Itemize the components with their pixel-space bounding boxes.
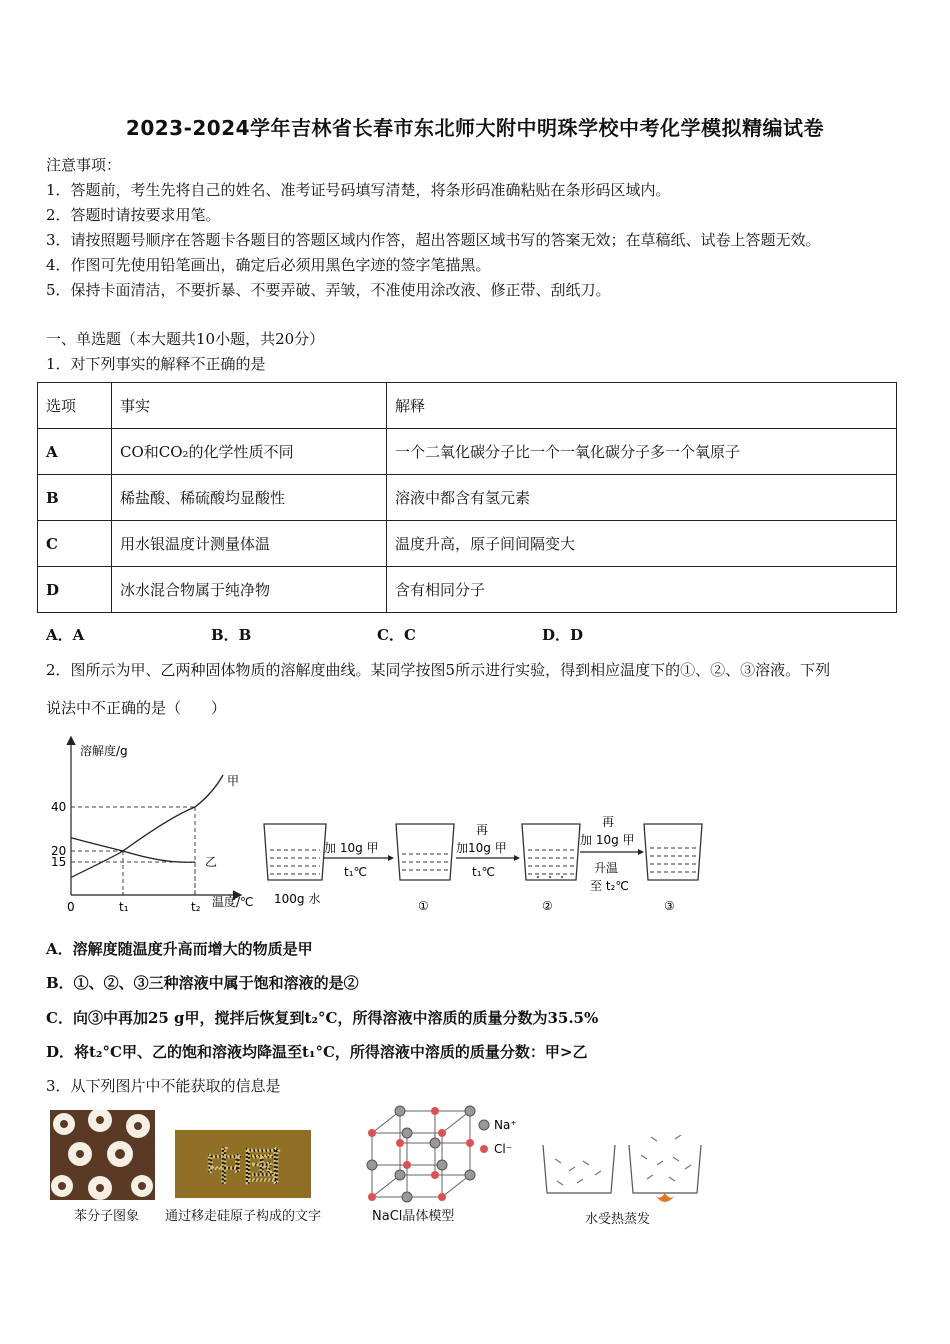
q2-option-d[interactable]: D．将t₂°C甲、乙的饱和溶液均降温至t₁°C，所得溶液中溶质的质量分数：甲>乙	[46, 1043, 588, 1061]
q2-option-a[interactable]: A．溶解度随温度升高而增大的物质是甲	[46, 940, 313, 958]
section-heading: 一、单选题（本大题共10小题，共20分）	[46, 330, 325, 348]
notice-item: 2．答题时请按要求用笔。	[46, 206, 221, 224]
caption-evaporation: 水受热蒸发	[585, 1212, 651, 1227]
q1-table	[37, 382, 897, 613]
q2-stem-line1: 2．图所示为甲、乙两种固体物质的溶解度曲线。某同学按图5所示进行实验，得到相应温度下的①、②、③溶液。下列	[46, 661, 831, 679]
water-evaporation-image	[535, 1135, 715, 1210]
table-cell: 一个二氧化碳分子比一个一氧化碳分子多一个氧原子	[387, 429, 897, 475]
x-tick-label: t₁	[119, 900, 129, 914]
step3-mid-label: 升温	[594, 861, 619, 875]
q3-stem: 3．从下列图片中不能获取的信息是	[46, 1077, 281, 1095]
cl-legend-marker	[480, 1145, 488, 1153]
step1-bottom-label: t₁℃	[344, 865, 367, 879]
water-label: 100g 水	[274, 892, 321, 906]
caption-nacl: NaCl晶体模型	[372, 1209, 455, 1224]
table-cell: 冰水混合物属于纯净物	[112, 567, 387, 613]
series-yi-line	[71, 838, 195, 862]
q1-option-d[interactable]: D．D	[542, 626, 584, 644]
solubility-chart	[40, 730, 270, 915]
q2-option-c[interactable]: C．向③中再加25 g甲，搅拌后恢复到t₂°C，所得溶液中溶质的质量分数为35.5%	[46, 1009, 599, 1027]
beaker-2	[522, 824, 580, 880]
step2-again-label: 再	[476, 823, 489, 837]
notice-item: 4．作图可先使用铅笔画出，确定后必须用黑色字迹的签字笔描黑。	[46, 256, 491, 274]
table-cell: D	[38, 567, 112, 613]
y-axis-label: 溶解度/g	[80, 744, 128, 758]
x-axis-label: 温度/℃	[212, 895, 254, 909]
na-legend-label: Na⁺	[494, 1118, 517, 1132]
q1-option-c[interactable]: C．C	[377, 626, 416, 644]
table-row	[38, 521, 897, 567]
table-cell: 用水银温度计测量体温	[112, 521, 387, 567]
cl-legend-label: Cl⁻	[494, 1142, 513, 1156]
experiment-diagram	[258, 810, 708, 920]
x-tick-label: t₂	[191, 900, 201, 914]
step2-top-label: 加10g 甲	[456, 841, 507, 855]
table-cell: 事实	[112, 383, 387, 429]
beaker-water	[264, 824, 326, 880]
page-title: 2023-2024学年吉林省长春市东北师大附中明珠学校中考化学模拟精编试卷	[125, 116, 825, 140]
step2-bottom-label: t₁℃	[472, 865, 495, 879]
beaker-1	[396, 824, 454, 880]
table-cell: 温度升高，原子间间隔变大	[387, 521, 897, 567]
beaker-3	[644, 824, 702, 880]
table-row	[38, 475, 897, 521]
table-cell: 解释	[387, 383, 897, 429]
table-cell: 溶液中都含有氢元素	[387, 475, 897, 521]
table-cell: CO和CO₂的化学性质不同	[112, 429, 387, 475]
notice-item: 1．答题前，考生先将自己的姓名、准考证号码填写清楚，将条形码准确粘贴在条形码区域内。	[46, 181, 671, 199]
table-cell: 选项	[38, 383, 112, 429]
notice-item: 5．保持卡面清洁，不要折暴、不要弄破、弄皱，不准使用涂改液、修正带、刮纸刀。	[46, 281, 611, 299]
beaker-2-label: ②	[542, 899, 553, 913]
beaker-3-label: ③	[664, 899, 675, 913]
q2-option-b[interactable]: B．①、②、③三种溶液中属于饱和溶液的是②	[46, 974, 359, 992]
step1-top-label: 加 10g 甲	[324, 841, 379, 855]
table-row	[38, 567, 897, 613]
q1-option-a[interactable]: A．A	[46, 626, 85, 644]
notice-heading: 注意事项：	[46, 156, 122, 174]
na-legend-marker	[479, 1120, 489, 1130]
y-tick-label: 15	[51, 855, 67, 869]
table-row	[38, 429, 897, 475]
q2-stem-line2: 说法中不正确的是（ ）	[46, 699, 227, 717]
y-tick-label: 40	[51, 800, 67, 814]
caption-silicon: 通过移走硅原子构成的文字	[165, 1209, 322, 1224]
table-cell: 含有相同分子	[387, 567, 897, 613]
caption-benzene: 苯分子图象	[74, 1209, 140, 1224]
table-cell: 稀盐酸、稀硫酸均显酸性	[112, 475, 387, 521]
series-yi-label: 乙	[205, 855, 218, 869]
table-cell: B	[38, 475, 112, 521]
q1-stem: 1．对下列事实的解释不正确的是	[46, 355, 266, 373]
step3-bottom-label: 至 t₂℃	[590, 879, 629, 893]
nacl-crystal-image	[362, 1103, 522, 1203]
series-jia-label: 甲	[227, 774, 240, 788]
notice-item: 3．请按照题号顺序在答题卡各题目的答题区域内作答，超出答题区域书写的答案无效；在草稿纸、试卷上答题无效。	[46, 231, 821, 249]
x-tick-label: 0	[67, 900, 75, 914]
benzene-image	[50, 1110, 155, 1200]
beaker-1-label: ①	[418, 899, 429, 913]
table-cell: A	[38, 429, 112, 475]
table-cell: C	[38, 521, 112, 567]
q1-option-b[interactable]: B．B	[211, 626, 252, 644]
silicon-text: 中国	[204, 1145, 282, 1189]
table-header-row	[38, 383, 897, 429]
step3-top-label: 加 10g 甲	[580, 833, 635, 847]
step3-again-label: 再	[602, 815, 615, 829]
y-tick-label: 20	[51, 844, 67, 858]
silicon-text-image	[175, 1130, 311, 1198]
